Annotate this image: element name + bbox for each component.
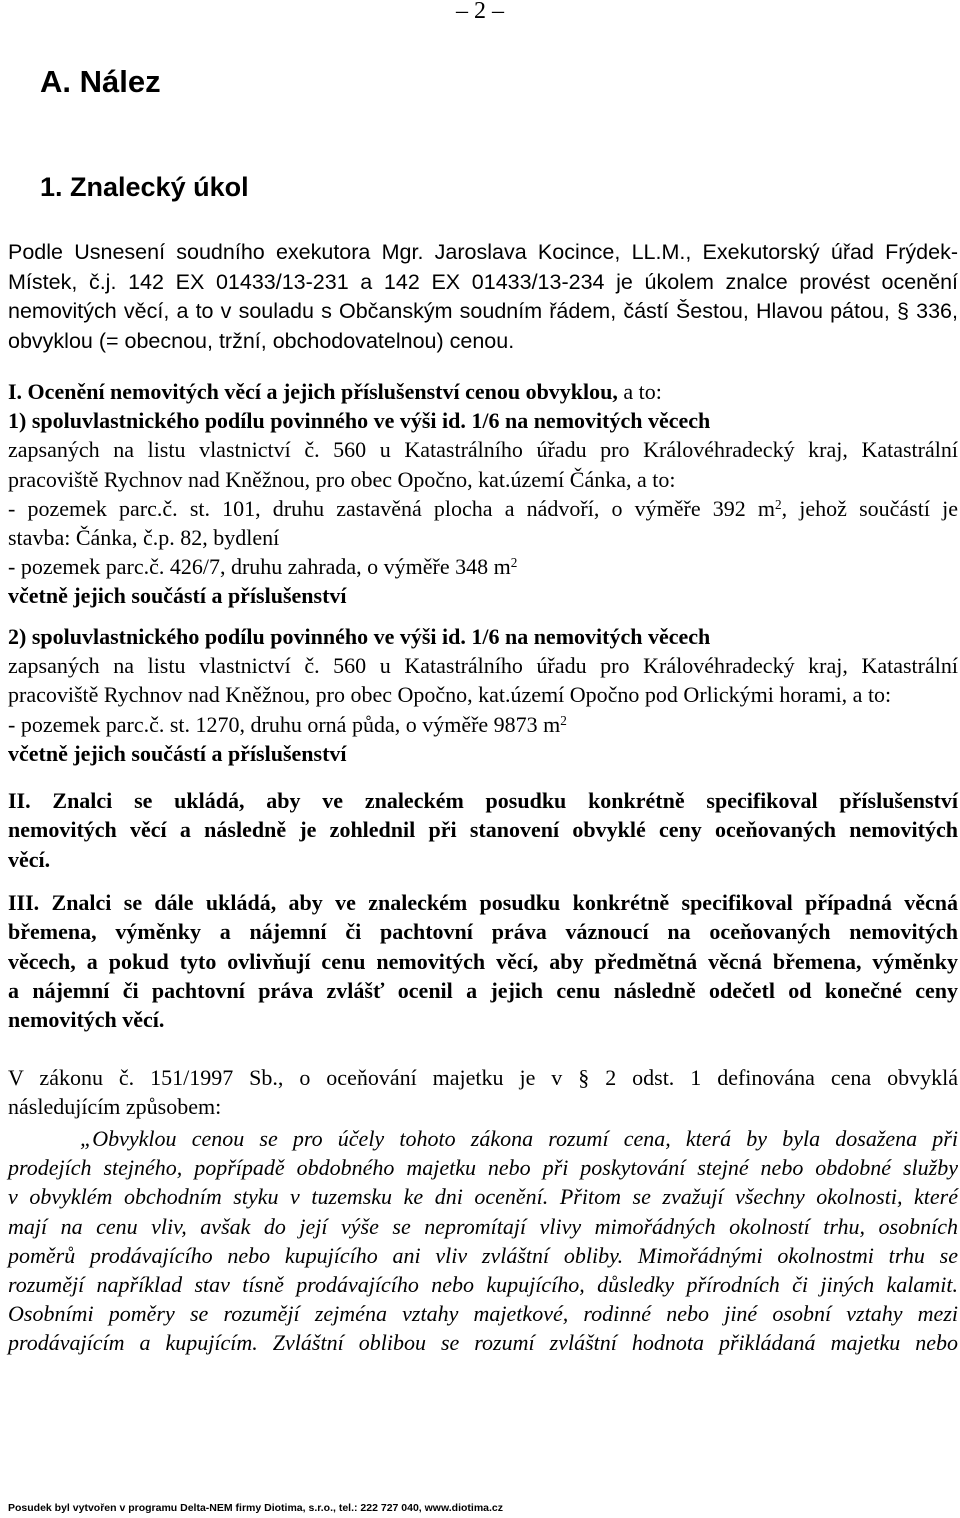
law-quote <box>8 1124 958 1358</box>
section-3 <box>8 888 958 1034</box>
including-note: včetně jejich součástí a příslušenství <box>8 740 347 766</box>
law-reference <box>8 1063 958 1122</box>
intro-line: obvyklou (= obecnou, tržní, obchodovatelnou) cenou. <box>8 328 515 353</box>
parcel-3-text: - pozemek parc.č. st. 1270, druhu orná půda, o výměře 9873 m <box>8 711 561 737</box>
including-note: včetně jejich součástí a příslušenství <box>8 583 347 609</box>
section-3-line: břemena, výměnky a nájemní či pachtovní práva váznoucí na oceňovaných nemovitých <box>8 919 958 945</box>
section-3-line: nemovitých věcí. <box>8 1007 165 1033</box>
section-1-title-tail: a to: <box>617 379 662 404</box>
intro-line: Podle Usnesení soudního exekutora Mgr. Jaroslava Kocince, LL.M., Exekutorský úřad Frýdek- <box>8 240 958 264</box>
parcel-1-text: - pozemek parc.č. st. 101, druhu zastavěná plocha a nádvoří, o výměře 392 m <box>8 495 776 521</box>
section-1 <box>8 377 958 611</box>
item-1-line: pracoviště Rychnov nad Kněžnou, pro obec Opočno, kat.území Čánka, a to: <box>8 466 676 492</box>
item-1-heading: 1) spoluvlastnického podílu povinného ve výši id. 1/6 na nemovitých věcech <box>8 408 711 434</box>
section-2 <box>8 786 958 874</box>
parcel-1-building: stavba: Čánka, č.p. 82, bydlení <box>8 525 280 551</box>
section-2-line: II. Znalci se ukládá, aby ve znaleckém posudku konkrétně specifikoval příslušenství <box>8 788 958 813</box>
quote-line: Osobními poměry se rozumějí zejména vztahy majetkové, rodinné nebo jiné osobní vztahy mezi <box>8 1301 958 1327</box>
superscript: 2 <box>560 712 567 728</box>
section-1-title-bold: I. Ocenění nemovitých věcí a jejich příslušenství cenou obvyklou, <box>8 379 618 404</box>
heading-expert-task: 1. Znalecký úkol <box>40 172 249 202</box>
parcel-2-text: - pozemek parc.č. 426/7, druhu zahrada, o výměře 348 m <box>8 554 511 580</box>
parcel-3-line <box>8 710 958 739</box>
page-footer: Posudek byl vytvořen v programu Delta-NEM firmy Diotima, s.r.o., tel.: 222 727 040, www.diotima.cz <box>8 1502 504 1514</box>
quote-line: poměrů prodávajícího nebo kupujícího ani vliv zvláštní obliby. Mimořádnými okolnostmi trhu se <box>8 1242 958 1268</box>
quote-line: mají na cenu vliv, avšak do její výše se nepromítají vlivy mimořádných okolností trhu, osobních <box>8 1213 958 1239</box>
item-1-line: zapsaných na listu vlastnictví č. 560 u Katastrálního úřadu pro Královéhradecký kraj, Katastrální <box>8 437 958 463</box>
section-3-line: III. Znalci se dále ukládá, aby ve znaleckém posudku konkrétně specifikoval případná věcná <box>8 890 958 915</box>
section-1-title <box>8 377 958 406</box>
section-3-line: a nájemní či pachtovní práva zvlášť ocenil a jejich cenu následně odečetl od konečné ceny <box>8 977 958 1003</box>
quote-line: „Obvyklou cenou se pro účely tohoto zákona rozumí cena, která by byla dosažena při <box>80 1126 958 1151</box>
parcel-1-line <box>8 494 958 523</box>
quote-line: rozumějí například stav tísně prodávajícího nebo kupujícího, důsledky přírodních či jiných kalamit. <box>8 1272 958 1298</box>
law-line: V zákonu č. 151/1997 Sb., o oceňování majetku je v § 2 odst. 1 definována cena obvyklá <box>8 1065 958 1090</box>
page-number: – 2 – <box>456 0 504 24</box>
item-2-line: zapsaných na listu vlastnictví č. 560 u Katastrálního úřadu pro Královéhradecký kraj, Katastrální <box>8 653 958 679</box>
section-3-line: věcech, a pokud tyto ovlivňují cenu nemovitých věcí, aby předmětná věcná břemena, výměnky <box>8 948 958 974</box>
item-2-line: pracoviště Rychnov nad Kněžnou, pro obec Opočno, kat.území Opočno pod Orlickými horami, a to: <box>8 682 892 708</box>
quote-line: prodávajícím a kupujícím. Zvláštní oblibou se rozumí zvláštní hodnota přikládaná majetku nebo <box>8 1330 958 1356</box>
section-2-line: nemovitých věcí a následně je zohlednil při stanovení obvyklé ceny oceňovaných nemovitých <box>8 817 958 843</box>
section-2-line: věcí. <box>8 846 51 872</box>
section-1-item-2 <box>8 622 958 768</box>
intro-line: nemovitých věcí, a to v souladu s Občanským soudním řádem, částí Šestou, Hlavou pátou, § 336, <box>8 299 958 323</box>
law-line: následujícím způsobem: <box>8 1094 222 1120</box>
superscript: 2 <box>510 554 518 570</box>
parcel-2-line <box>8 552 958 581</box>
quote-line: prodejích stejného, popřípadě obdobného majetku nebo při poskytování stejné nebo obdobné služby <box>8 1155 958 1181</box>
intro-line: Místek, č.j. 142 EX 01433/13-231 a 142 EX 01433/13-234 je úkolem znalce provést ocenění <box>8 269 958 294</box>
parcel-1-tail: , jehož součástí je <box>781 495 958 521</box>
item-2-heading: 2) spoluvlastnického podílu povinného ve výši id. 1/6 na nemovitých věcech <box>8 624 711 649</box>
superscript: 2 <box>775 496 782 512</box>
intro-paragraph <box>8 238 958 356</box>
quote-line: v obvyklém obchodním styku v tuzemsku ke dni ocenění. Přitom se zvažují všechny okolnosti, které <box>8 1184 958 1210</box>
heading-finding: A. Nález <box>40 64 161 99</box>
